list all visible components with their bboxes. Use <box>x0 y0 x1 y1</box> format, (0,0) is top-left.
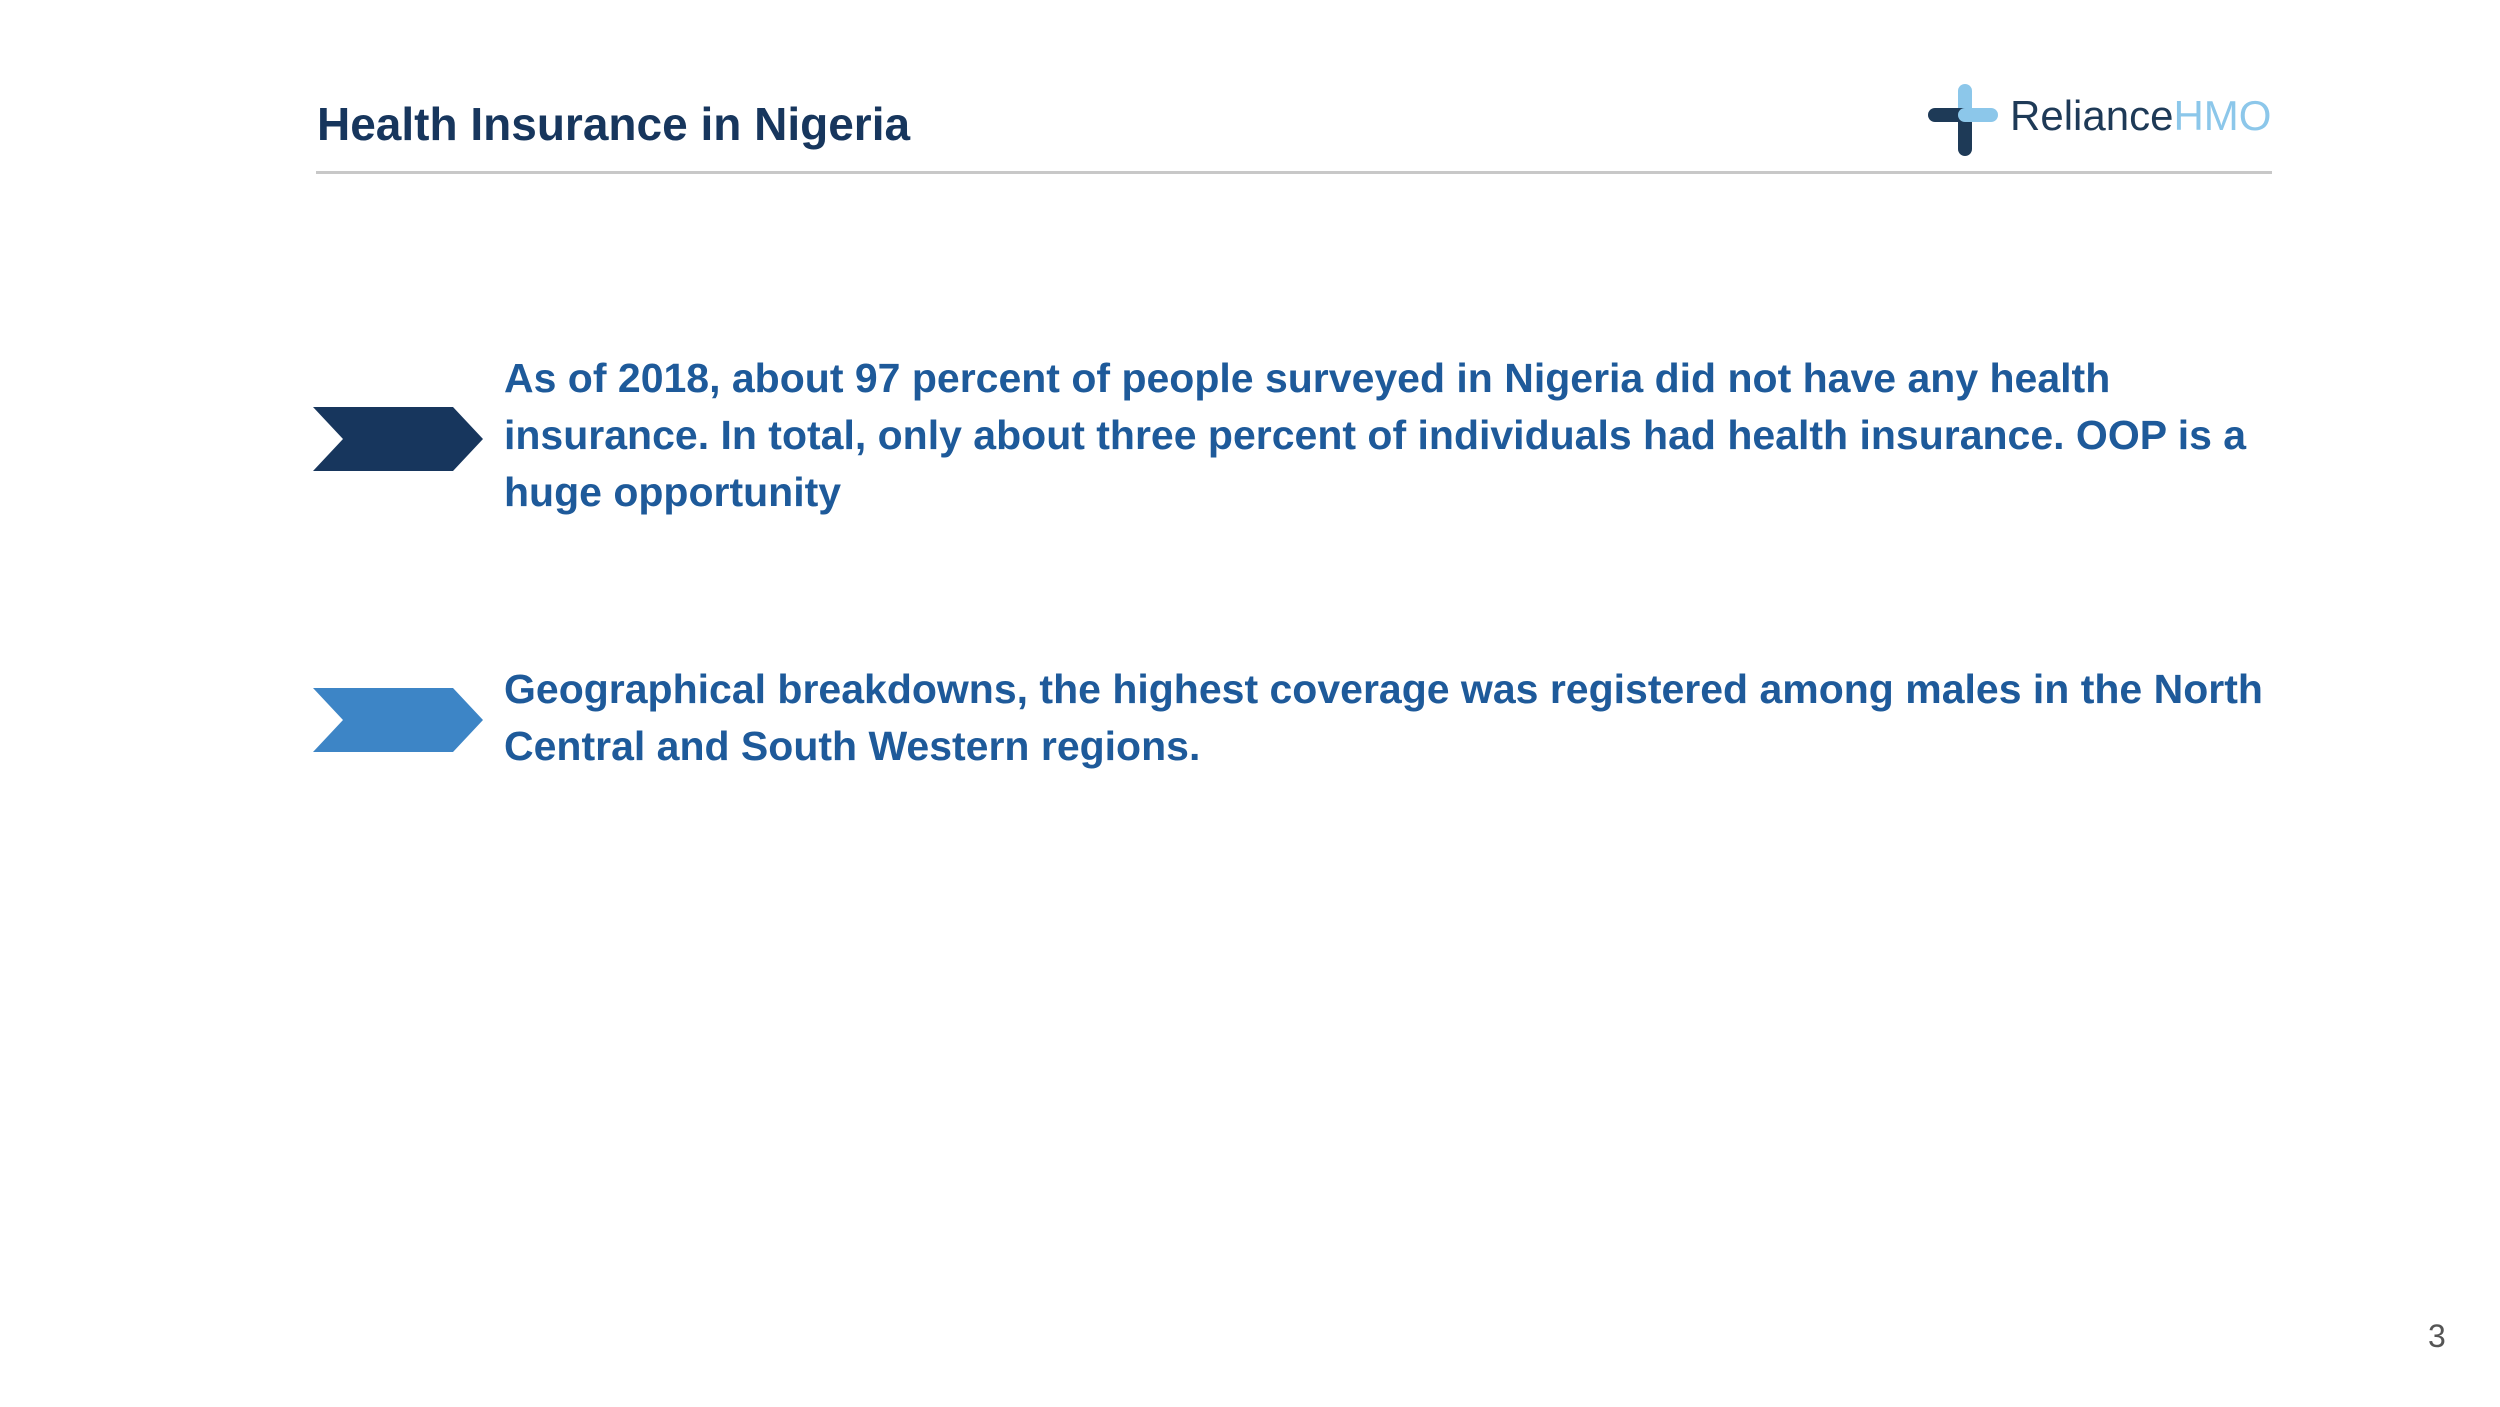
reliance-hmo-logo <box>1928 84 2271 156</box>
chevron-arrow-icon <box>313 407 483 471</box>
point-text-geography: Geographical breakdowns, the highest coverage was registered among males in the North Central and South Western regions. <box>504 666 2263 769</box>
chevron-arrow-icon <box>313 688 483 752</box>
slide-title: Health Insurance in Nigeria <box>317 98 911 150</box>
page-number: 3 <box>2428 1318 2446 1354</box>
header-divider <box>316 171 2272 174</box>
logo-text-secondary: HMO <box>2173 92 2272 139</box>
logo-wordmark <box>2010 92 2272 139</box>
point-text-coverage: As of 2018, about 97 percent of people surveyed in Nigeria did not have any health insurance. In total, only about three percent of individuals had health insurance. OOP is a huge opportunity <box>504 355 2247 515</box>
logo-text-primary: Reliance <box>2010 92 2174 139</box>
medical-cross-icon <box>1928 84 1998 156</box>
